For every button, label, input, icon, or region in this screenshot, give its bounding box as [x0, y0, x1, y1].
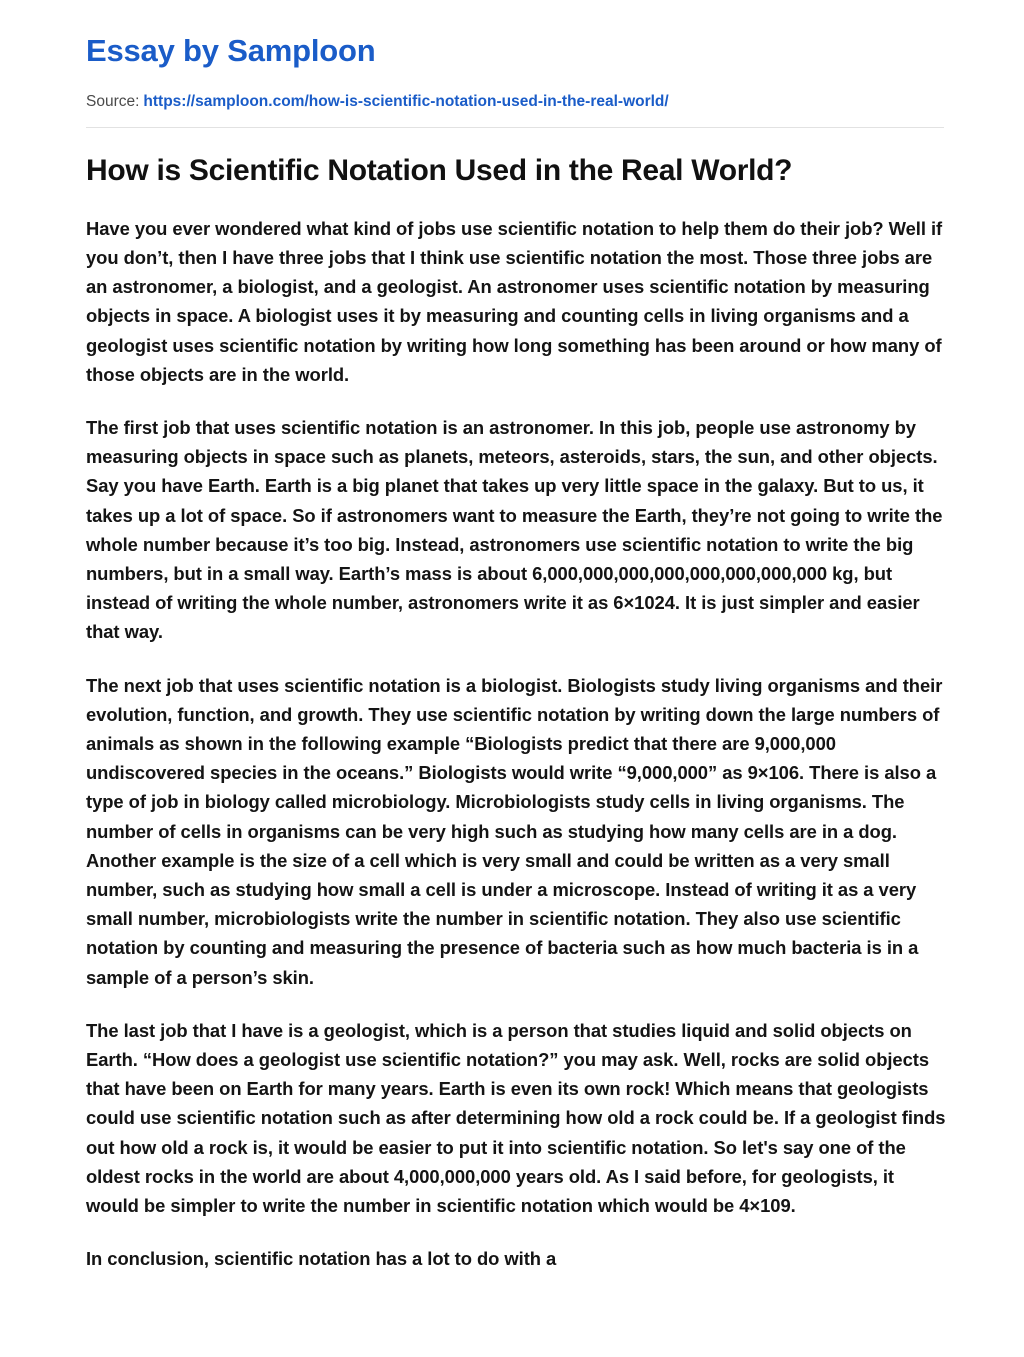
article-paragraph: In conclusion, scientific notation has a lot to do with a — [86, 1248, 557, 1270]
header-divider — [86, 127, 944, 128]
page-title: How is Scientific Notation Used in the Real World? — [86, 154, 793, 188]
article-paragraph: The last job that I have is a geologist, which is a person that studies liquid and solid objects on Earth. “How does a geologist use scientific notation?” you may ask. Well, rocks are solid objects that have been on Earth for many years. Earth is even its own rock! Which means that geologists could use scientific notation such as after determining how old a rock could be. If a geologist finds out how old a rock is, it would be easier to put it into scientific notation. So let's say one of the oldest rocks in the world are about 4,000,000,000 years old. As I said before, for geologists, it would be simpler to write the number in scientific notation which would be 4×109. — [86, 1019, 946, 1217]
source-url-link[interactable]: https://samploon.com/how-is-scientific-notation-used-in-the-real-world/ — [143, 93, 669, 111]
source-label: Source: — [86, 93, 140, 111]
article-paragraph: The first job that uses scientific notation is an astronomer. In this job, people use astronomy by measuring objects in space such as planets, meteors, asteroids, stars, the sun, and other objects. Say you have Earth. Earth is a big planet that takes up very little space in the galaxy. But to us, it takes up a lot of space. So if astronomers want to measure the Earth, they’re not going to write the whole number because it’s too big. Instead, astronomers use scientific notation to write the big numbers, but in a small way. Earth’s mass is about 6,000,000,000,000,000,000,000,000 kg, but instead of writing the whole number, astronomers write it as 6×1024. It is just simpler and easier that way. — [86, 416, 943, 643]
article-container — [0, 152, 1024, 1273]
site-brand-logo: Essay by Samploon — [86, 33, 376, 68]
source-line — [86, 92, 944, 112]
article-body — [86, 214, 946, 1274]
article-paragraph: Have you ever wondered what kind of jobs use scientific notation to help them do their job? Well if you don’t, then I have three jobs that I think use scientific notation the most. Those three jobs are an astronomer, a biologist, and a geologist. An astronomer uses scientific notation by measuring objects in space. A biologist uses it by measuring and counting cells in living organisms and a geologist uses scientific notation by writing how long something has been around or how many of those objects are in the world. — [86, 217, 943, 385]
site-header — [0, 0, 1024, 112]
article-paragraph: The next job that uses scientific notation is a biologist. Biologists study living organisms and their evolution, function, and growth. They use scientific notation by writing down the large numbers of animals as shown in the following example “Biologists predict that there are 9,000,000 undiscovered species in the oceans.” Biologists would write “9,000,000” as 9×106. There is also a type of job in biology called microbiology. Microbiologists study cells in living organisms. The number of cells in organisms can be very high such as studying how many cells are in a dog. Another example is the size of a cell which is very small and could be written as a very small number, such as studying how small a cell is under a microscope. Instead of writing it as a very small number, microbiologists write the number in scientific notation. They also use scientific notation by counting and measuring the presence of bacteria such as how much bacteria is in a sample of a person’s skin. — [86, 674, 943, 988]
